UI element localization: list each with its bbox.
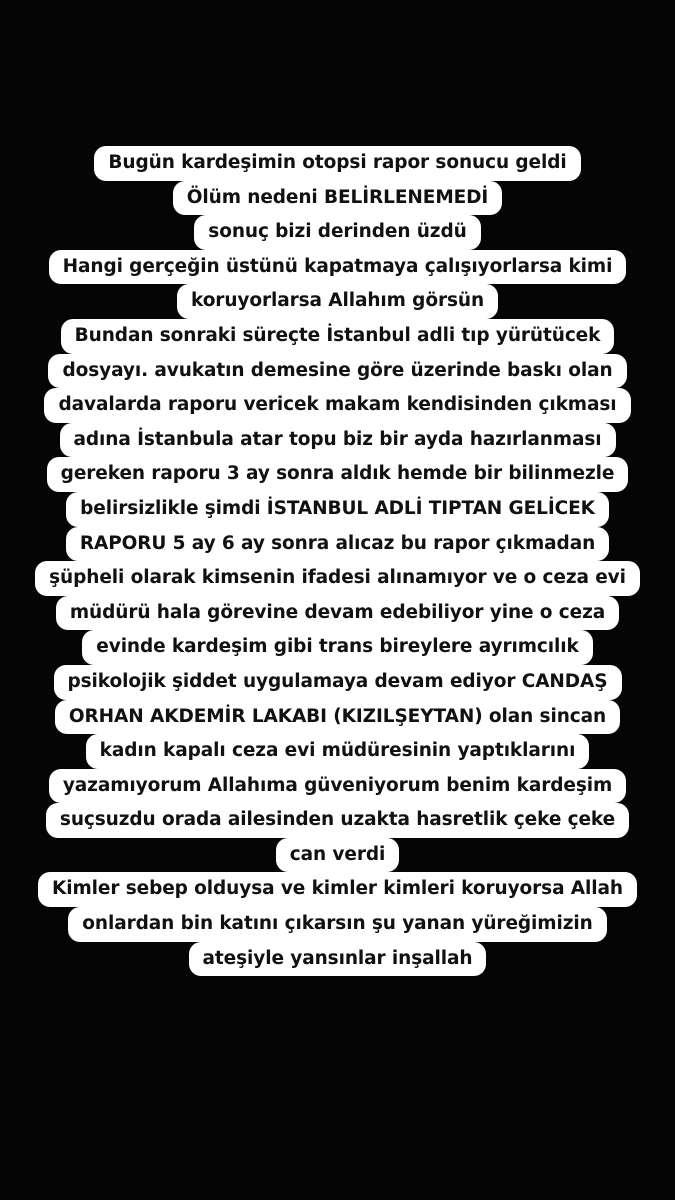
story-text-line: suçsuzdu orada ailesinden uzakta hasretlik çeke çeke [46,803,629,838]
story-text-line: belirsizlikle şimdi İSTANBUL ADLİ TIPTAN GELİCEK [66,492,609,527]
story-text-line: Hangi gerçeğin üstünü kapatmaya çalışıyorlarsa kimi [49,250,627,285]
story-text-line: müdürü hala görevine devam edebiliyor yine o ceza [56,596,619,631]
story-text-line: onlardan bin katını çıkarsın şu yanan yüreğimizin [68,907,606,942]
story-text-line: evinde kardeşim gibi trans bireylere ayrımcılık [82,630,592,665]
story-text-line: Bugün kardeşimin otopsi rapor sonucu geldi [94,146,580,181]
story-text-line: davalarda raporu vericek makam kendisinden çıkması [44,388,630,423]
story-text-line: şüpheli olarak kimsenin ifadesi alınamıyor ve o ceza evi [35,561,640,596]
story-text-line: can verdi [276,838,399,873]
story-text-line: yazamıyorum Allahıma güveniyorum benim kardeşim [49,769,626,804]
story-text-line: dosyayı. avukatın demesine göre üzerinde baskı olan [48,354,626,389]
story-text-line: Ölüm nedeni BELİRLENEMEDİ [173,181,502,216]
story-text-line: ateşiyle yansınlar inşallah [189,942,487,977]
story-text-line: gereken raporu 3 ay sonra aldık hemde bir bilinmezle [47,457,629,492]
story-text-block [0,146,675,976]
story-text-line: ORHAN AKDEMİR LAKABI (KIZILŞEYTAN) olan sincan [55,700,620,735]
story-text-line: Kimler sebep olduysa ve kimler kimleri koruyorsa Allah [38,872,637,907]
story-text-line: kadın kapalı ceza evi müdüresinin yaptıklarını [86,734,590,769]
story-text-line: adına İstanbula atar topu biz bir ayda hazırlanması [60,423,616,458]
story-text-line: koruyorlarsa Allahım görsün [177,284,498,319]
story-text-line: RAPORU 5 ay 6 ay sonra alıcaz bu rapor çıkmadan [66,527,609,562]
story-text-line: psikolojik şiddet uygulamaya devam ediyor CANDAŞ [54,665,622,700]
story-text-line: Bundan sonraki süreçte İstanbul adli tıp yürütücek [61,319,615,354]
story-text-line: sonuç bizi derinden üzdü [194,215,480,250]
